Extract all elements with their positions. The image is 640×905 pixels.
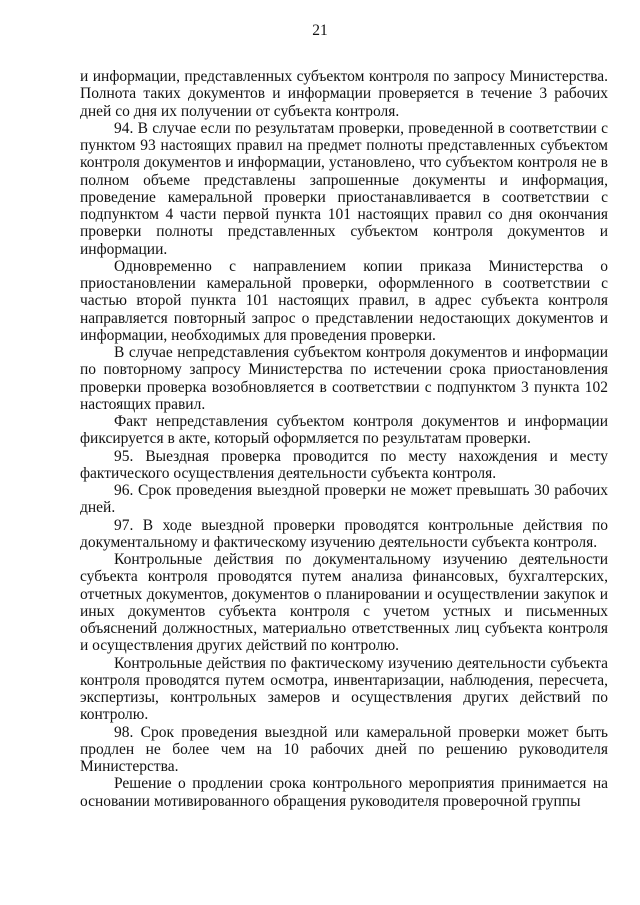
document-body xyxy=(80,68,608,810)
paragraph-continuation: и информации, представленных субъектом контроля по запросу Министерства. Полнота таких документов и информации проверяется в течение 3 рабочих дней со дня их получении от субъекта контроля. xyxy=(80,68,608,120)
paragraph-94-simultaneous: Одновременно с направлением копии приказа Министерства о приостановлении камеральной проверки, оформленного в соответствии с частью второй пункта 101 настоящих правил, в адрес субъекта контроля направляется повторный запрос о представлении недостающих документов и информации, необходимых для проведения проверки. xyxy=(80,257,608,344)
paragraph-97: 97. В ходе выездной проверки проводятся контрольные действия по документальному и фактическому изучению деятельности субъекта контроля. xyxy=(80,516,608,551)
paragraph-94: 94. В случае если по результатам проверки, проведенной в соответствии с пунктом 93 настоящих правил на предмет полноты представленных субъектом контроля документов и информации, установлено, что субъектом контроля не в полном объеме представлены запрошенные документы и информация, проведение камеральной проверки приостанавливается в соответствии с подпунктом 4 части первой пункта 101 настоящих правил со дня окончания проверки полноты представленных субъектом контроля документов и информации. xyxy=(80,119,608,258)
page-number: 21 xyxy=(312,22,328,39)
paragraph-94-nonsubmission: В случае непредставления субъектом контроля документов и информации по повторному запросу Министерства по истечении срока приостановления проверки проверка возобновляется в соответствии с подпунктом 3 пункта 102 настоящих правил. xyxy=(80,344,608,413)
paragraph-97-factual: Контрольные действия по фактическому изучению деятельности субъекта контроля проводятся путем осмотра, инвентаризации, наблюдения, пересчета, экспертизы, контрольных замеров и осуществления других действий по контролю. xyxy=(80,654,608,724)
paragraph-96: 96. Срок проведения выездной проверки не может превышать 30 рабочих дней. xyxy=(80,482,608,517)
paragraph-95: 95. Выездная проверка проводится по месту нахождения и месту фактического осуществления деятельности субъекта контроля. xyxy=(80,447,608,482)
paragraph-98-decision: Решение о продлении срока контрольного мероприятия принимается на основании мотивированного обращения руководителя проверочной группы xyxy=(80,775,608,810)
paragraph-98: 98. Срок проведения выездной или камеральной проверки может быть продлен не более чем на 10 рабочих дней по решению руководителя Министерства. xyxy=(80,723,608,775)
paragraph-94-fact: Факт непредставления субъектом контроля документов и информации фиксируется в акте, который оформляется по результатам проверки. xyxy=(80,413,608,448)
paragraph-97-documentary: Контрольные действия по документальному изучению деятельности субъекта контроля проводятся путем анализа финансовых, бухгалтерских, отчетных документов, документов о планировании и осуществлении закупок и иных документов субъекта контроля с учетом устных и письменных объяснений должностных, материально ответственных лиц субъекта контроля и осуществления других действий по контролю. xyxy=(80,551,608,655)
